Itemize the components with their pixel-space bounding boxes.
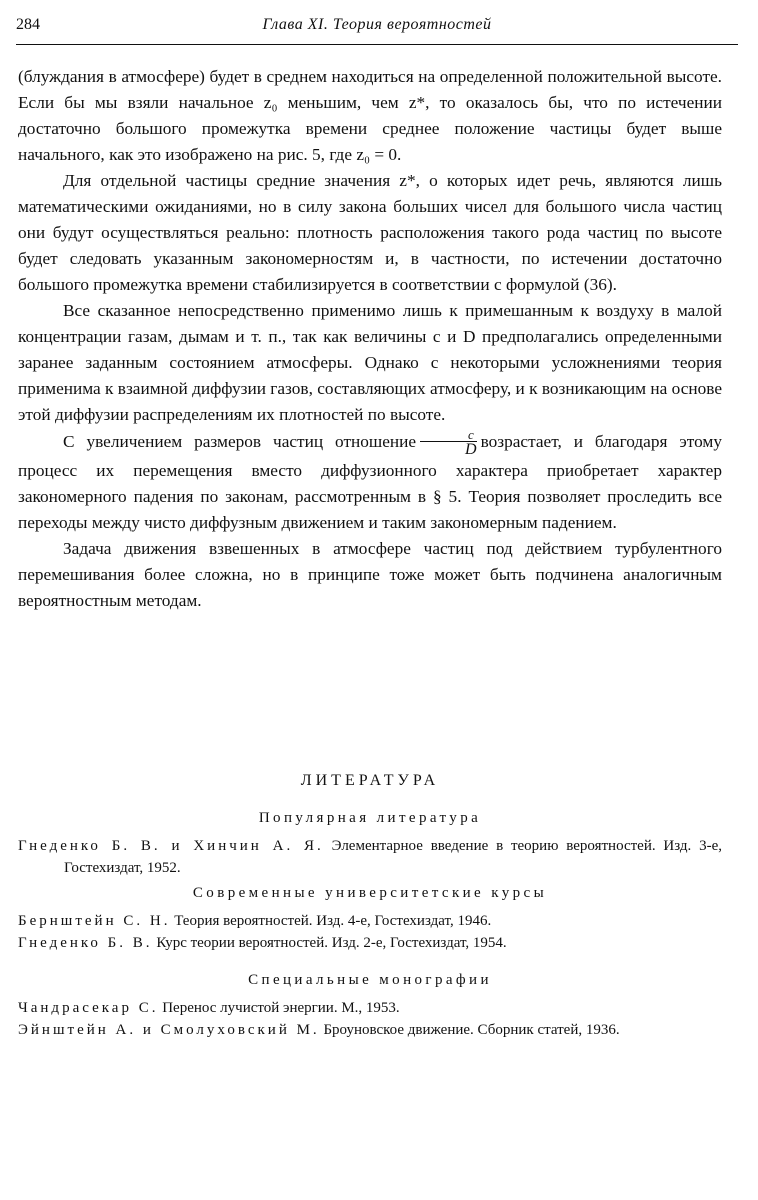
reference-author: Гнеденко Б. В. и Хинчин А. Я.: [18, 838, 324, 854]
page-header: [16, 14, 738, 45]
paragraph-2: Для отдельной частицы средние значения z*, о которых идет речь, являются лишь математическими ожиданиями, но в силу закона больших чисел для большого числа частиц они будут осуществляться реально: плотность расположения такого рода частиц по высоте будет следовать указанным закономерностям и, в частности, по истечении достаточно большого промежутка времени стабилизируется в соответствии с формулой (36).: [18, 171, 722, 294]
reference-item: [18, 997, 722, 1019]
fraction-numerator: c: [420, 428, 477, 442]
reference-author: Бернштейн С. Н.: [18, 913, 171, 929]
paragraph-3: Все сказанное непосредственно применимо лишь к примешанным к воздуху в малой концентрации газам, дымам и т. п., так как величины c и D предполагались определенными заранее заданным состоянием атмосферы. Однако с некоторыми усложнениями теория применима к взаимной диффузии газов, составляющих атмосферу, и к возникающим на основе этой диффузии распределениям их плотностей по высоте.: [18, 301, 722, 424]
literature-title: ЛИТЕРАТУРА: [300, 772, 440, 789]
reference-text: Перенос лучистой энергии. М., 1953.: [158, 1000, 400, 1016]
reference-item: [18, 932, 722, 954]
section-heading: Современные университетские курсы: [192, 885, 548, 901]
reference-author: Чандрасекар С.: [18, 1000, 159, 1016]
paragraph-4: [18, 428, 722, 536]
paragraph-5: Задача движения взвешенных в атмосфере частиц под действием турбулентного перемешивания более сложна, но в принципе тоже может быть подчинена аналогичным вероятностным методам.: [18, 539, 722, 610]
reference-item: [18, 835, 722, 879]
paragraph-4-end: возрастает, и благодаря этому процесс их перемещения вместо диффузионного характера приобретает характер закономерного падения по законам, рассмотренным в § 5. Теория позволяет проследить все переходы между чисто диффузным движением и таким закономерным падением.: [18, 431, 723, 532]
page-number: 284: [16, 16, 40, 33]
reference-author: Гнеденко Б. В.: [18, 935, 153, 951]
section-heading: Популярная литература: [258, 810, 482, 826]
main-text: [18, 64, 722, 614]
reference-item: [18, 1019, 722, 1041]
paragraph-1: (блуждания в атмосфере) будет в среднем находиться на определенной положительной высоте. Если бы мы взяли начальное z₀ меньшим, чем z*, то оказалось бы, что по истечении достаточно большого промежутка времени среднее положение частицы будет выше начального, как это изображено на рис. 5, где z₀ = 0.: [18, 67, 722, 164]
reference-author: Эйнштейн А. и Смолуховский М.: [18, 1022, 320, 1038]
fraction-denominator: D: [465, 441, 477, 458]
literature-section: [18, 772, 722, 1041]
reference-text: Курс теории вероятностей. Изд. 2-е, Гостехиздат, 1954.: [152, 935, 507, 951]
section-heading: Специальные монографии: [248, 972, 492, 988]
reference-text: Теория вероятностей. Изд. 4-е, Гостехиздат, 1946.: [170, 913, 492, 929]
reference-item: [18, 910, 722, 932]
reference-text: Броуновское движение. Сборник статей, 1936.: [319, 1022, 620, 1038]
reference-text: Элементарное введение в теорию вероятностей. Изд. 3-е, Гостехиздат, 1952.: [64, 838, 722, 876]
paragraph-4-start: С увеличением размеров частиц отношение: [63, 431, 417, 451]
fraction-c-over-d: [420, 428, 477, 458]
running-head: Глава XI. Теория вероятностей: [262, 16, 492, 33]
